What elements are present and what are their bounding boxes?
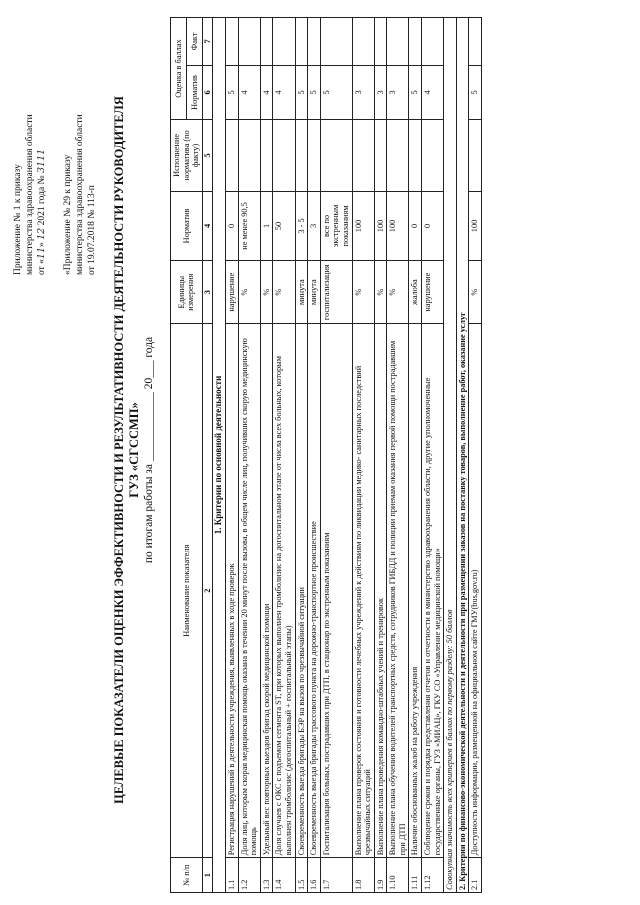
cell-exec (295, 120, 308, 192)
table-row (295, 18, 308, 893)
section-1-row (213, 18, 226, 893)
cell-score: 4 (260, 65, 273, 119)
cell-score: 5 (295, 65, 308, 119)
table-row (238, 18, 260, 893)
header-score-norm: Норматив (186, 65, 202, 119)
cell-fact (308, 18, 321, 66)
cell-fact (273, 18, 295, 66)
cell-score: 5 (308, 65, 321, 119)
title-line-3: по итогам работы за ____________ 20___ года (143, 336, 155, 564)
cell-exec (320, 120, 352, 192)
cell-name: Наличие обоснованных жалоб на работу учреждения (409, 324, 422, 858)
cell-score: 5 (225, 65, 238, 119)
cell-unit: % (352, 261, 374, 324)
cell-unit: % (374, 261, 387, 324)
cell-name: Выполнение плана обучения водителей транспортных средств, сотрудников ГИБДД и полиции приемам оказания первой помощи пострадавшим при ДТП (387, 324, 409, 858)
cell-exec (260, 120, 273, 192)
cell-norm: 3 (308, 191, 321, 260)
cell-exec (409, 120, 422, 192)
cell-score: 3 (352, 65, 374, 119)
handwritten-month: 12 (36, 227, 47, 240)
table-row (308, 18, 321, 893)
order-reference-block (12, 5, 98, 275)
cell-norm: 0 (422, 191, 444, 260)
title-line-2: ГУЗ «СГССМП» (127, 402, 141, 498)
section-1-title: 1. Критерии по основной деятельности (213, 18, 226, 893)
table-row (260, 18, 273, 893)
cell-fact (352, 18, 374, 66)
handwritten-number: 3111 (36, 148, 47, 174)
table-row: 2.1 Доступность информации, размещенной на официальном сайте ГМУ(bus.gov.ru) % 100 5 (469, 18, 482, 893)
table-row (225, 18, 238, 893)
section-1-total: Совокупная значимость всех критериев в баллах по первому разделу: 50 баллов (444, 18, 457, 893)
order-date-line: от «11» 12 2021 года № 3111 (36, 148, 47, 275)
cell-num: 1.12 (422, 858, 444, 893)
cell-norm: все по экстренным показаниям (320, 191, 352, 260)
cell-norm: 100 (352, 191, 374, 260)
cell-num: 1.2 (238, 858, 260, 893)
cell-num: 1.6 (308, 858, 321, 893)
indicators-table (170, 17, 482, 893)
cell-name: Выполнение плана проверок состояния и готовности лечебных учреждений к действиям по ликвидации медико- санитарных последствий чрезвычайных ситуаций (352, 324, 374, 858)
column-numbers-row: 1 2 3 4 5 6 7 (202, 18, 213, 893)
cell-name: Выполнение плана проведения командно-штабных учений и тренировок (374, 324, 387, 858)
prev-order-line-2: министерства здравоохранения области (75, 114, 85, 275)
cell-num: 1.7 (320, 858, 352, 893)
cell-norm: 50 (273, 191, 295, 260)
cell-name: Своевременность выезда бригады БЭР на вызов по чрезвычайной ситуации (295, 324, 308, 858)
header-unit: Единицы измерения (171, 261, 203, 324)
cell-num: 1.1 (225, 858, 238, 893)
cell-score: 5 (409, 65, 422, 119)
table-row (374, 18, 387, 893)
cell-fact (225, 18, 238, 66)
table-row (352, 18, 374, 893)
cell-unit: % (387, 261, 409, 324)
table-row (422, 18, 444, 893)
cell-norm: 100 (374, 191, 387, 260)
cell-norm: не менее 90,5 (238, 191, 260, 260)
cell-exec (238, 120, 260, 192)
indicator-rows (225, 18, 443, 893)
table-row (387, 18, 409, 893)
cell-unit: госпитализация (320, 261, 352, 324)
total-row (444, 18, 457, 893)
document-title (112, 35, 157, 865)
header-num: № п/п (171, 858, 203, 893)
cell-exec (308, 120, 321, 192)
cell-unit: минута (308, 261, 321, 324)
table-row (320, 18, 352, 893)
prev-order-line-3: от 19.07.2018 № 113-п (87, 185, 97, 275)
header-score: Оценка в баллах (171, 18, 187, 120)
cell-name: Госпитализация больных, пострадавших при ДТП, в стационар по экстренным показаниям (320, 324, 352, 858)
cell-norm: 0 (225, 191, 238, 260)
header-name: Наименование показателя (171, 324, 203, 858)
cell-norm: 0 (409, 191, 422, 260)
cell-name: Удельный вес повторных выездов бригад скорой медицинской помощи (260, 324, 273, 858)
cell-num: 1.10 (387, 858, 409, 893)
cell-unit: жалоба (409, 261, 422, 324)
order-line-2: министерства здравоохранения области (25, 114, 35, 275)
cell-fact (238, 18, 260, 66)
cell-score: 4 (273, 65, 295, 119)
table-row (409, 18, 422, 893)
cell-exec (273, 120, 295, 192)
section-2-title: 2. Критерии по финансово-экономической деятельности и деятельности при размещении заказов на поставку товаров, выполнение работ, оказание услуг (456, 18, 469, 893)
table-row (273, 18, 295, 893)
cell-name: Регистрация нарушений в деятельности учреждения, выявленных в ходе проверок (225, 324, 238, 858)
cell-fact (295, 18, 308, 66)
cell-exec (352, 120, 374, 192)
cell-unit: % (238, 261, 260, 324)
cell-fact (260, 18, 273, 66)
cell-unit: % (273, 261, 295, 324)
cell-fact (387, 18, 409, 66)
cell-name: Своевременность выезда бригады трассового пункта на дорожно-транспортное происшествие (308, 324, 321, 858)
cell-fact (409, 18, 422, 66)
cell-unit: нарушение (225, 261, 238, 324)
cell-score: 3 (387, 65, 409, 119)
cell-num: 1.4 (273, 858, 295, 893)
table-header-row (171, 18, 187, 893)
title-line-1: ЦЕЛЕВЫЕ ПОКАЗАТЕЛИ ОЦЕНКИ ЭФФЕКТИВНОСТИ И РЕЗУЛЬТАТИВНОСТИ ДЕЯТЕЛЬНОСТИ РУКОВОДИТЕЛЯ (112, 96, 126, 804)
order-line-1: Приложение № 1 к приказу (13, 164, 23, 275)
section-2-row (456, 18, 469, 893)
cell-exec (225, 120, 238, 192)
cell-num: 1.11 (409, 858, 422, 893)
header-score-fact: Факт (186, 18, 202, 66)
cell-unit: нарушение (422, 261, 444, 324)
cell-norm: 100 (387, 191, 409, 260)
cell-name: Соблюдение сроков и порядка представления отчетов и отчетности в министерство здравоохранения области, другие уполномоченные государственные органы, ГУЗ «МИАЦ», ГКУ СО «Управление медицинской помощи» (422, 324, 444, 858)
cell-num: 1.5 (295, 858, 308, 893)
cell-norm: 3 - 5 (295, 191, 308, 260)
cell-num: 1.8 (352, 858, 374, 893)
cell-num: 1.9 (374, 858, 387, 893)
cell-exec (374, 120, 387, 192)
cell-unit: минута (295, 261, 308, 324)
cell-num: 1.3 (260, 858, 273, 893)
cell-score: 5 (320, 65, 352, 119)
cell-exec (387, 120, 409, 192)
handwritten-day: 11 (36, 247, 47, 260)
cell-score: 3 (374, 65, 387, 119)
cell-fact (374, 18, 387, 66)
cell-fact (422, 18, 444, 66)
cell-unit: % (260, 261, 273, 324)
cell-name: Доля случаев с ОКС с подъемом сегмента ST, при которых выполнен тромболизис на догоспитальном этапе от числа всех больных, которым выполнен тромболизис (догоспитальный + госпитальный этапы) (273, 324, 295, 858)
header-exec: Исполнение норматива (по факту) (171, 120, 203, 192)
cell-exec (422, 120, 444, 192)
cell-fact (320, 18, 352, 66)
cell-norm: 1 (260, 191, 273, 260)
cell-score: 4 (238, 65, 260, 119)
header-norm: Норматив (171, 191, 203, 260)
prev-order-line-1: «Приложение № 29 к приказу (63, 154, 73, 275)
cell-name: Доля лиц, которым скорая медицинская помощь оказана в течении 20 минут после вызова, в общем числе лиц, получивших скорую медицинскую помощь (238, 324, 260, 858)
cell-score: 4 (422, 65, 444, 119)
